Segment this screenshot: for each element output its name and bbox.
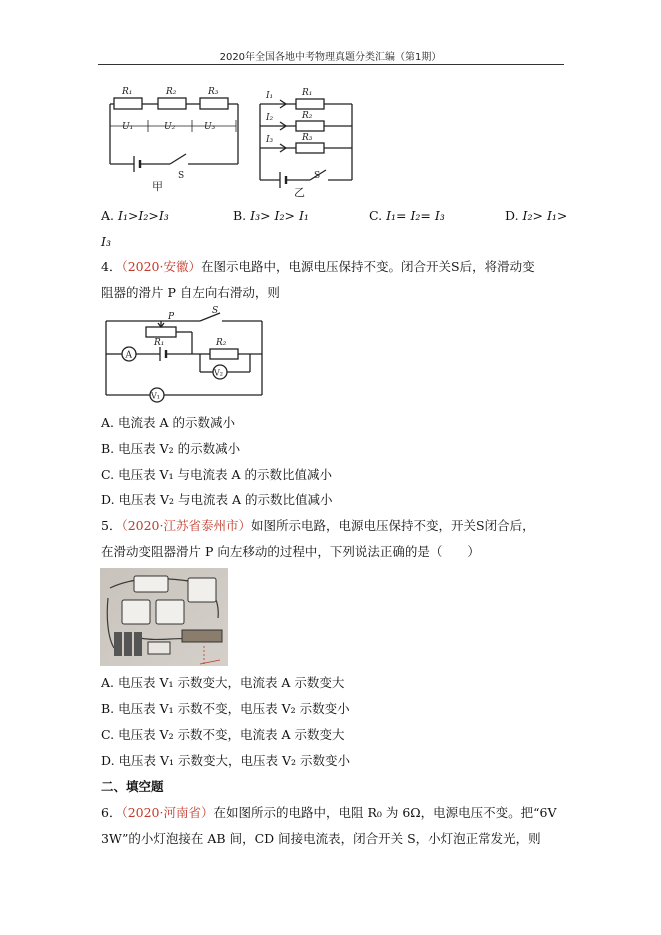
label-s-q4: S: [212, 306, 219, 316]
resistor-r3-a: [200, 98, 228, 109]
header-rule: [98, 64, 564, 65]
label-u3: U₃: [204, 122, 216, 132]
q5-option-a: A. 电压表 V₁ 示数变大，电流表 A 示数变大: [101, 675, 345, 690]
resistor-r2-q4: [210, 349, 238, 359]
label-r1-a: R₁: [122, 87, 133, 97]
q4-option-b: B. 电压表 V₂ 的示数减小: [101, 441, 241, 456]
resistor-r1-a: [114, 98, 142, 109]
label-s-b: S: [314, 171, 321, 181]
label-v1: V₁: [151, 391, 160, 401]
caption-a: 甲: [152, 180, 163, 193]
label-p: P: [168, 312, 175, 322]
q4-source: （2020·安徽）: [121, 259, 201, 274]
resistor-r3-b: [296, 143, 324, 153]
q4-stem-line1: 4．（2020·安徽）在图示电路中，电源电压保持不变。闭合开关S后，将滑动变: [101, 259, 535, 274]
q4-stem-line2: 阻器的滑片 P 自左向右滑动，则: [101, 285, 280, 300]
label-r2-q4: R₂: [216, 338, 227, 348]
label-r1-q4: R₁: [154, 338, 165, 348]
label-i2: I₂: [266, 113, 274, 123]
label-u1: U₁: [122, 122, 134, 132]
resistor-r2-a: [158, 98, 186, 109]
q6-source: （2020·河南省）: [121, 805, 214, 820]
photo-meter-left: [122, 600, 150, 624]
photo-battery-2: [124, 632, 132, 656]
photo-meter-right: [188, 578, 216, 602]
photo-slider-rheostat: [182, 630, 222, 642]
q5-circuit-photo: [100, 568, 228, 666]
q4-option-d: D. 电压表 V₂ 与电流表 A 的示数比值减小: [101, 492, 333, 507]
label-r3-a: R₃: [208, 87, 219, 97]
q5-stem-line1: 5．（2020·江苏省泰州市）如图所示电路，电源电压保持不变，开关S闭合后，: [101, 518, 535, 533]
label-s-a: S: [178, 171, 185, 181]
section-heading: 二、填空题: [101, 779, 164, 794]
q6-stem-line2: 3W”的小灯泡接在 AB 间，CD 间接电流表，闭合开关 S，小灯泡正常发光，则: [101, 831, 541, 846]
page-header: 2020年全国各地中考物理真题分类汇编（第1期）: [219, 52, 442, 63]
q5-option-b: B. 电压表 V₁ 示数不变，电压表 V₂ 示数变小: [101, 701, 350, 716]
q5-option-d: D. 电压表 V₁ 示数变大，电压表 V₂ 示数变小: [101, 753, 350, 768]
q5-source: （2020·江苏省泰州市）: [121, 518, 251, 533]
label-r2-a: R₂: [166, 87, 177, 97]
label-i1: I₁: [266, 91, 274, 101]
rheostat: [146, 327, 176, 337]
q3-circuit-diagrams: [100, 80, 360, 202]
label-u2: U₂: [164, 122, 176, 132]
q4-option-a: A. 电流表 A 的示数减小: [101, 415, 235, 430]
label-r1-b: R₁: [302, 88, 313, 98]
q5-stem-line2: 在滑动变阻器滑片 P 向左移动的过程中，下列说法正确的是（ ）: [101, 544, 480, 559]
q4-option-c: C. 电压表 V₁ 与电流表 A 的示数比值减小: [101, 467, 333, 482]
photo-rheostat-top: [134, 576, 168, 592]
q3-option-a: A. I₁>I₂>I₃: [101, 208, 169, 223]
caption-b: 乙: [294, 186, 305, 199]
q3-option-c: C. I₁= I₂= I₃: [369, 208, 445, 223]
q4-circuit-diagram: [100, 305, 270, 405]
q3-option-b: B. I₃> I₂> I₁: [233, 208, 309, 223]
resistor-r1-b: [296, 99, 324, 109]
photo-battery-1: [114, 632, 122, 656]
label-r3-b: R₃: [302, 133, 313, 143]
q3-option-d: D. I₂> I₁>: [505, 208, 568, 223]
circuit-a: [110, 98, 238, 172]
switch-a: [170, 154, 186, 164]
photo-switch: [148, 642, 170, 654]
label-i3: I₃: [266, 135, 274, 145]
resistor-r2-b: [296, 121, 324, 131]
q5-option-c: C. 电压表 V₂ 示数不变，电流表 A 示数变大: [101, 727, 345, 742]
label-v2: V₂: [214, 368, 223, 378]
label-ammeter: A: [125, 350, 132, 361]
photo-battery-3: [134, 632, 142, 656]
photo-meter-middle: [156, 600, 184, 624]
label-r2-b: R₂: [302, 111, 313, 121]
q3-option-d-continued: I₃: [101, 234, 111, 249]
q6-stem-line1: 6．（2020·河南省）在如图所示的电路中，电阻 R₀ 为 6Ω，电源电压不变。把“6V: [101, 805, 557, 820]
